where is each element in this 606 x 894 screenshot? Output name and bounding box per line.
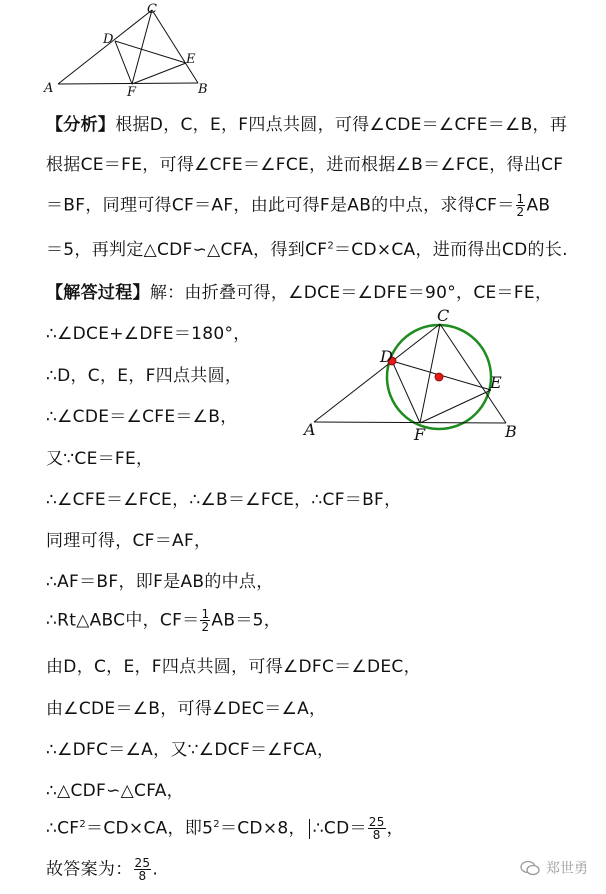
analysis-text: 根据CE＝FE，可得∠CFE＝∠FCE，进而根据∠B＝∠FCE，得出CF — [46, 155, 564, 175]
label-F: F — [414, 425, 426, 444]
solution-heading: 【解答过程】 — [46, 283, 150, 303]
solution-line-14: $\therefore CF^2=CD\times CA$，即$5^2=CD\times 8$， ∴CD＝ $\frac{25}{8}$ ， — [46, 815, 404, 842]
fraction: $\frac{25}{8}$ — [368, 815, 385, 842]
label-F: F — [127, 85, 137, 100]
solution-line-4: ∴∠CDE＝∠CFE＝∠B， — [46, 407, 238, 427]
label-B: B — [505, 422, 517, 441]
analysis-line-3 — [46, 193, 550, 218]
analysis-text: ＝5，再判定△CDF∽△CFA，得到CF — [46, 240, 328, 260]
label-C: C — [147, 2, 157, 17]
analysis-line-4 — [46, 238, 568, 262]
solution-line-13: ∴△CDF∽△CFA， — [46, 781, 184, 801]
figure-triangle-circle — [300, 300, 530, 450]
analysis-text: 根据D，C，E，F四点共圆，可得∠CDE＝∠CFE＝∠B，再 — [115, 115, 568, 135]
text-cursor — [309, 819, 310, 839]
solution-line-9: ∴Rt△ABC中，CF＝ $\frac{1}{2}$ AB＝5， — [46, 607, 282, 634]
solution-line-15: 故答案为： $\frac{25}{8}$ . — [46, 856, 159, 883]
analysis-text: ＝CD×CA，进而得出CD的长. — [333, 240, 568, 260]
label-D: D — [380, 347, 393, 366]
analysis-text: ＝BF，同理可得CF＝AF，由此可得F是AB的中点，求得CF＝ — [46, 195, 515, 216]
solution-line-12: ∴∠DFC＝∠A，又∵∠DCF＝∠FCA， — [46, 740, 335, 760]
analysis-text: AB — [526, 195, 551, 216]
analysis-line-1 — [46, 113, 567, 137]
label-E: E — [186, 52, 196, 67]
solution-line-2: ∴∠DCE+∠DFE＝180°， — [46, 324, 251, 344]
solution-line-3: ∴D，C，E，F四点共圆， — [46, 366, 243, 386]
analysis-heading: 【分析】 — [46, 115, 116, 135]
watermark — [520, 858, 588, 878]
solution-line-5: 又∵CE＝FE， — [46, 449, 154, 469]
label-D: D — [103, 32, 114, 47]
figure-triangle-small — [40, 0, 220, 100]
label-A: A — [44, 81, 54, 96]
label-B: B — [198, 82, 208, 97]
solution-line-10: 由D，C，E，F四点共圆，可得∠DFC＝∠DEC， — [46, 657, 421, 677]
label-E: E — [490, 373, 502, 392]
solution-line-8: ∴AF＝BF，即F是AB的中点， — [46, 572, 274, 592]
center-dot — [435, 373, 443, 381]
analysis-line-2 — [46, 153, 563, 177]
label-A: A — [304, 420, 316, 439]
solution-line-6: ∴∠CFE＝∠FCE，∴∠B＝∠FCE，∴CF＝BF， — [46, 490, 402, 510]
wechat-icon — [520, 860, 540, 876]
solution-text: 解：由折叠可得，∠DCE＝∠DFE＝90°，CE＝FE， — [149, 283, 553, 303]
fraction: $\frac{1}{2}$ — [201, 607, 210, 634]
fraction: $\frac{1}{2}$ — [516, 192, 525, 219]
solution-line-11: 由∠CDE＝∠B，可得∠DEC＝∠A， — [46, 699, 327, 719]
label-C: C — [437, 306, 450, 325]
solution-line-7: 同理可得，CF＝AF， — [46, 531, 212, 551]
watermark-text: 郑世勇 — [546, 861, 588, 877]
superscript: 2 — [327, 240, 334, 252]
fraction: $\frac{25}{8}$ — [134, 856, 151, 883]
